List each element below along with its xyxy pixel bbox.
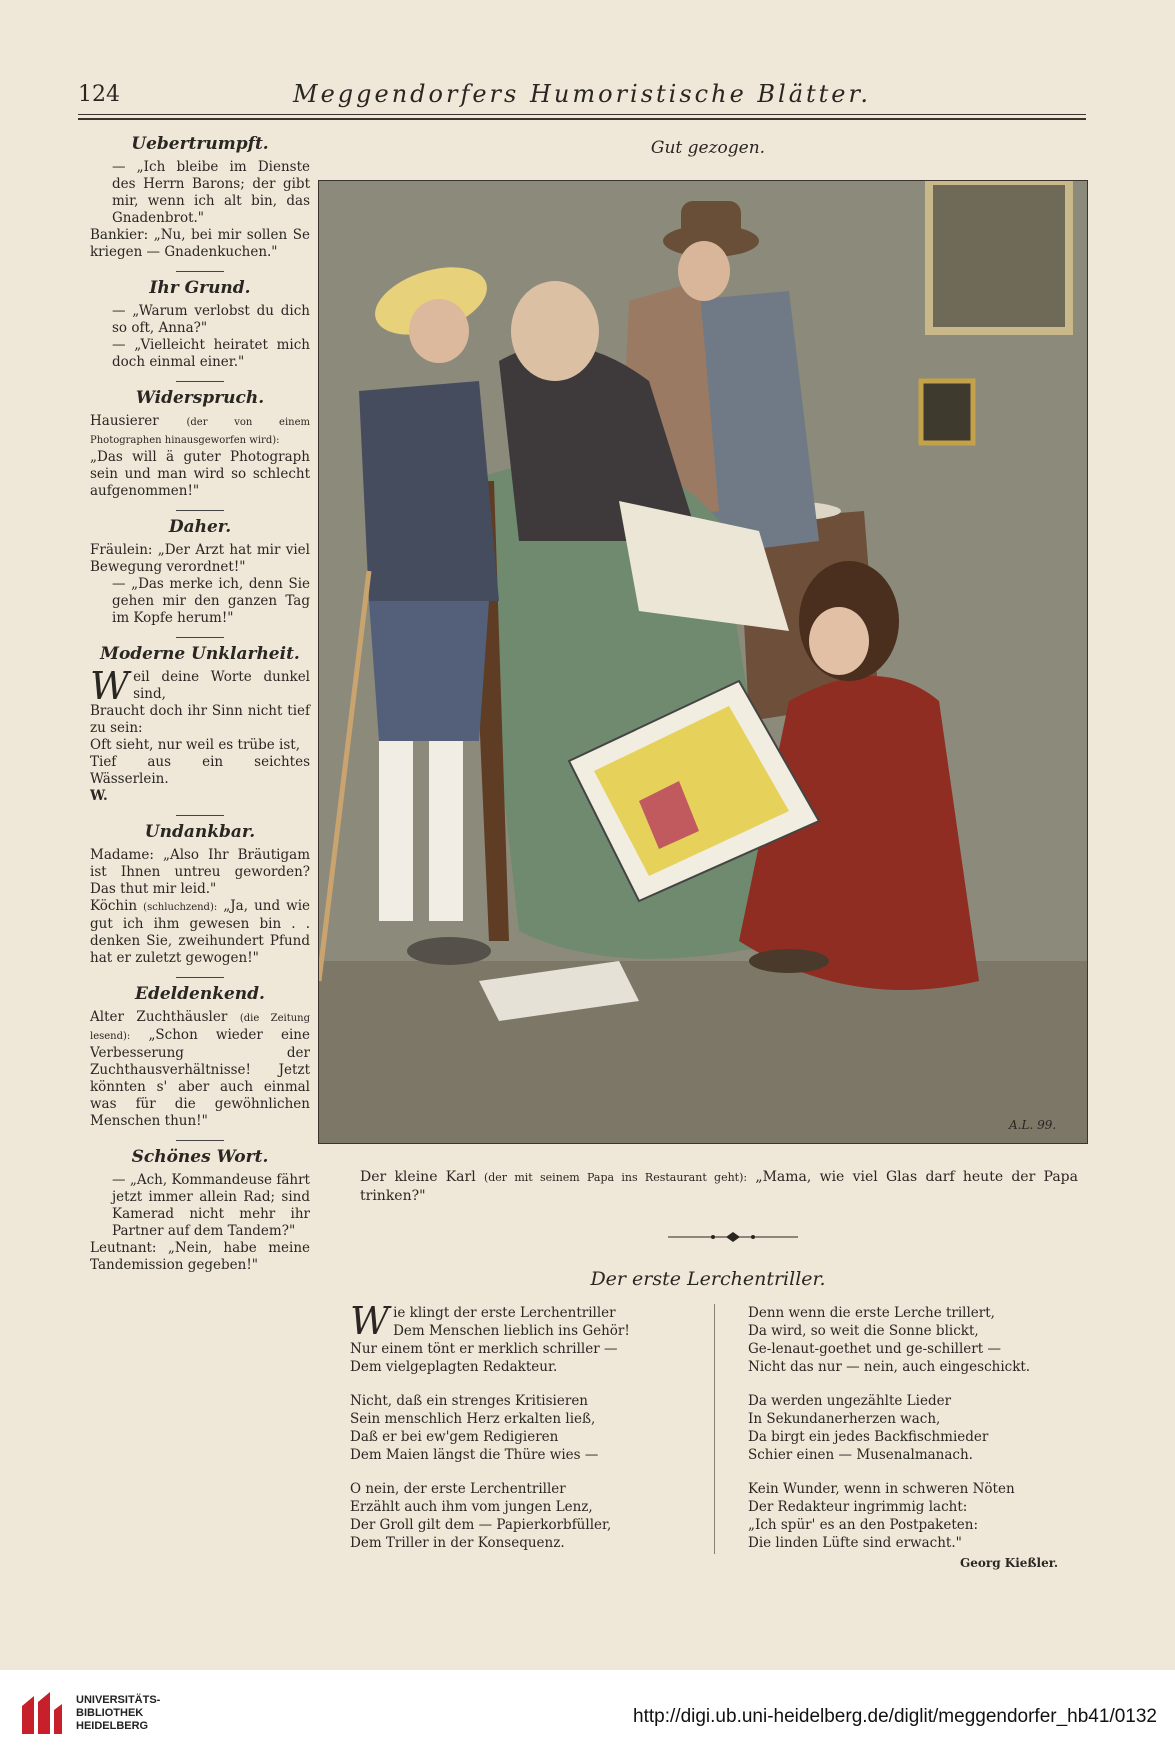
stanza xyxy=(748,1480,1088,1552)
poem-left-column xyxy=(350,1299,710,1568)
column-divider xyxy=(714,1304,715,1554)
joke-line: Bankier: „Nu, bei mir sollen Se kriegen — Gnadenkuchen." xyxy=(90,227,310,260)
joke-title: Edeldenkend. xyxy=(135,984,265,1004)
wall-picture-frame xyxy=(929,181,1069,331)
poem-line: Tief aus ein seichtes Wässerlein. xyxy=(90,754,310,787)
boy-jacket xyxy=(359,381,499,601)
stanza xyxy=(748,1392,1088,1464)
stage-note: (der von einem Photographen hinausgeworfen wird): xyxy=(90,417,310,446)
man-hat xyxy=(681,201,741,243)
divider xyxy=(176,271,224,272)
verse-line: Sein menschlich Herz erkalten ließ, xyxy=(350,1411,596,1427)
verse-line: Da wird, so weit die Sonne blickt, xyxy=(748,1323,979,1339)
joke-line: — „Ach, Kommandeuse fährt jetzt immer allein Rad; sind Kamerad nicht mehr ihr Partner auf dem Tandem?" xyxy=(112,1172,310,1239)
joke-line: Madame: „Also Ihr Bräutigam ist Ihnen untreu geworden? Das thut mir leid." xyxy=(90,847,310,897)
source-url[interactable]: http://digi.ub.uni-heidelberg.de/diglit/meggendorfer_hb41/0132 xyxy=(633,1706,1157,1727)
joke-schoenes-wort xyxy=(90,1149,310,1274)
poem-line: Braucht doch ihr Sinn nicht tief zu sein: xyxy=(90,703,310,736)
boy-left-stocking xyxy=(379,741,413,921)
library-name xyxy=(76,1694,160,1733)
caption-text: „Mama, wie viel Glas darf heute der Papa trinken?" xyxy=(360,1169,1078,1204)
library-footer xyxy=(0,1670,1175,1754)
poem-title: Der erste Lerchentriller. xyxy=(590,1268,826,1290)
verse-line: Nicht, daß ein strenges Kritisieren xyxy=(350,1393,588,1409)
verse-line: Kein Wunder, wenn in schweren Nöten xyxy=(748,1481,1015,1497)
library-name-line: UNIVERSITÄTS- xyxy=(76,1694,161,1706)
illustration xyxy=(318,180,1088,1144)
illustration-caption xyxy=(360,1168,1078,1206)
divider xyxy=(176,1140,224,1141)
woman-face xyxy=(511,281,599,381)
joke-line: — „Ich bleibe im Dienste des Herrn Barons; der gibt mir, wenn ich alt bin, das Gnadenbrot." xyxy=(112,159,310,226)
joke-ihr-grund xyxy=(90,280,310,371)
floor xyxy=(319,961,1087,1143)
man-face xyxy=(678,241,730,301)
verse-line: Dem Menschen lieblich ins Gehör! xyxy=(393,1323,630,1339)
masthead: Meggendorfers Humoristische Blätter. xyxy=(293,80,871,108)
stanza xyxy=(350,1480,710,1552)
joke-line: — „Vielleicht heiratet mich doch einmal einer." xyxy=(112,337,310,370)
illustration-drawing xyxy=(319,181,1087,1143)
joke-line: Leutnant: „Nein, habe meine Tandemission gegeben!" xyxy=(90,1240,310,1273)
verse-line: Daß er bei ew'gem Redigieren xyxy=(350,1429,559,1445)
poem-author: Georg Kießler. xyxy=(960,1556,1059,1570)
joke-widerspruch xyxy=(90,390,310,500)
verse-line: O nein, der erste Lerchentriller xyxy=(350,1481,566,1497)
divider xyxy=(176,637,224,638)
verse-line: Erzählt auch ihm vom jungen Lenz, xyxy=(350,1499,593,1515)
verse-line: Nicht das nur — nein, auch eingeschickt. xyxy=(748,1359,1031,1375)
verse-line: „Ich spür' es an den Postpaketen: xyxy=(748,1517,978,1533)
speaker: Köchin xyxy=(90,898,138,914)
verse-line: Da werden ungezählte Lieder xyxy=(748,1393,952,1409)
joke-line: — „Warum verlobst du dich so oft, Anna?" xyxy=(112,303,310,336)
joke-title: Widerspruch. xyxy=(135,388,265,408)
verse-line: Der Groll gilt dem — Papierkorbfüller, xyxy=(350,1517,612,1533)
verse-line: Dem vielgeplagten Redakteur. xyxy=(350,1359,558,1375)
joke-line: „Ja, und wie gut ich ihm gewesen bin . . denken Sie, zweihundert Pfund hat er zuletzt gewogen!" xyxy=(90,898,310,966)
drop-cap: W xyxy=(350,1299,390,1343)
boy-shoe xyxy=(407,937,491,965)
joke-line: — „Das merke ich, denn Sie gehen mir den ganzen Tag im Kopfe herum!" xyxy=(112,576,310,626)
small-portrait-frame xyxy=(921,381,973,443)
illustration-title: Gut gezogen. xyxy=(650,138,766,158)
stanza xyxy=(350,1392,710,1464)
verse-line: Dem Triller in der Konsequenz. xyxy=(350,1535,565,1551)
university-library-logo-icon xyxy=(14,1688,66,1740)
library-name-line: HEIDELBERG xyxy=(76,1720,149,1732)
verse-line: Die linden Lüfte sind erwacht." xyxy=(748,1535,962,1551)
stage-note: (schluchzend): xyxy=(143,902,218,913)
divider xyxy=(176,510,224,511)
verse-line: Denn wenn die erste Lerche trillert, xyxy=(748,1305,995,1321)
joke-title: Schönes Wort. xyxy=(131,1147,269,1167)
left-column xyxy=(90,132,310,1280)
joke-line: Fräulein: „Der Arzt hat mir viel Bewegung verordnet!" xyxy=(90,542,310,575)
poem-moderne-unklarheit xyxy=(90,646,310,805)
joke-title: Uebertrumpft. xyxy=(131,134,269,154)
stanza xyxy=(748,1304,1088,1376)
verse-line: In Sekundanerherzen wach, xyxy=(748,1411,941,1427)
caption-speaker: Der kleine Karl xyxy=(360,1169,476,1185)
joke-uebertrumpft xyxy=(90,136,310,261)
artist-signature: A.L. 99. xyxy=(1009,1118,1057,1132)
joke-undankbar xyxy=(90,824,310,967)
stage-note: (die Zeitung lesend): xyxy=(90,1013,310,1042)
joke-line: „Das will ä guter Photograph sein und man wird so schlecht aufgenommen!" xyxy=(90,449,310,499)
verse-line: Der Redakteur ingrimmig lacht: xyxy=(748,1499,968,1515)
verse-line: Dem Maien längst die Thüre wies — xyxy=(350,1447,599,1463)
joke-title: Ihr Grund. xyxy=(149,278,251,298)
boy-right-stocking xyxy=(429,741,463,921)
joke-title: Moderne Unklarheit. xyxy=(100,644,300,664)
verse-line: Da birgt ein jedes Backfischmieder xyxy=(748,1429,989,1445)
speaker: Hausierer xyxy=(90,413,159,429)
joke-daher xyxy=(90,519,310,627)
boy-face xyxy=(409,299,469,363)
divider xyxy=(176,381,224,382)
page-header xyxy=(78,78,1086,112)
verse-line: Nur einem tönt er merklich schriller — xyxy=(350,1341,618,1357)
stanza xyxy=(350,1299,710,1376)
boy-trousers xyxy=(369,601,489,741)
joke-edeldenkend xyxy=(90,986,310,1130)
girl-face xyxy=(809,607,869,675)
poem-line: Oft sieht, nur weil es trübe ist, xyxy=(90,737,300,753)
joke-title: Undankbar. xyxy=(144,822,256,842)
poem-line: eil deine Worte dunkel sind, xyxy=(133,669,310,702)
drop-cap: W xyxy=(90,664,130,708)
verse-line: Ge-lenaut-goethet und ge-schillert — xyxy=(748,1341,1001,1357)
speaker: Alter Zuchthäusler xyxy=(90,1009,228,1025)
caption-note: (der mit seinem Papa ins Restaurant geht): xyxy=(483,1171,748,1184)
header-rule xyxy=(78,114,1086,115)
library-name-line: BIBLIOTHEK xyxy=(76,1707,144,1719)
divider xyxy=(176,815,224,816)
joke-title: Daher. xyxy=(168,517,232,537)
ornament-divider xyxy=(668,1230,798,1244)
page-number: 124 xyxy=(78,82,120,107)
signature: W. xyxy=(90,788,108,804)
girl-shoe xyxy=(749,949,829,973)
header-rule-double xyxy=(78,118,1086,120)
verse-line: Schier einen — Musenalmanach. xyxy=(748,1447,973,1463)
joke-line: „Schon wieder eine Verbesserung der Zuchthausverhältnisse! Jetzt könnten s' aber auch einmal was für die gewöhnlichen Menschen thun!" xyxy=(90,1027,310,1129)
divider xyxy=(176,977,224,978)
verse-line: ie klingt der erste Lerchentriller xyxy=(393,1305,616,1321)
poem-right-column xyxy=(748,1304,1088,1568)
